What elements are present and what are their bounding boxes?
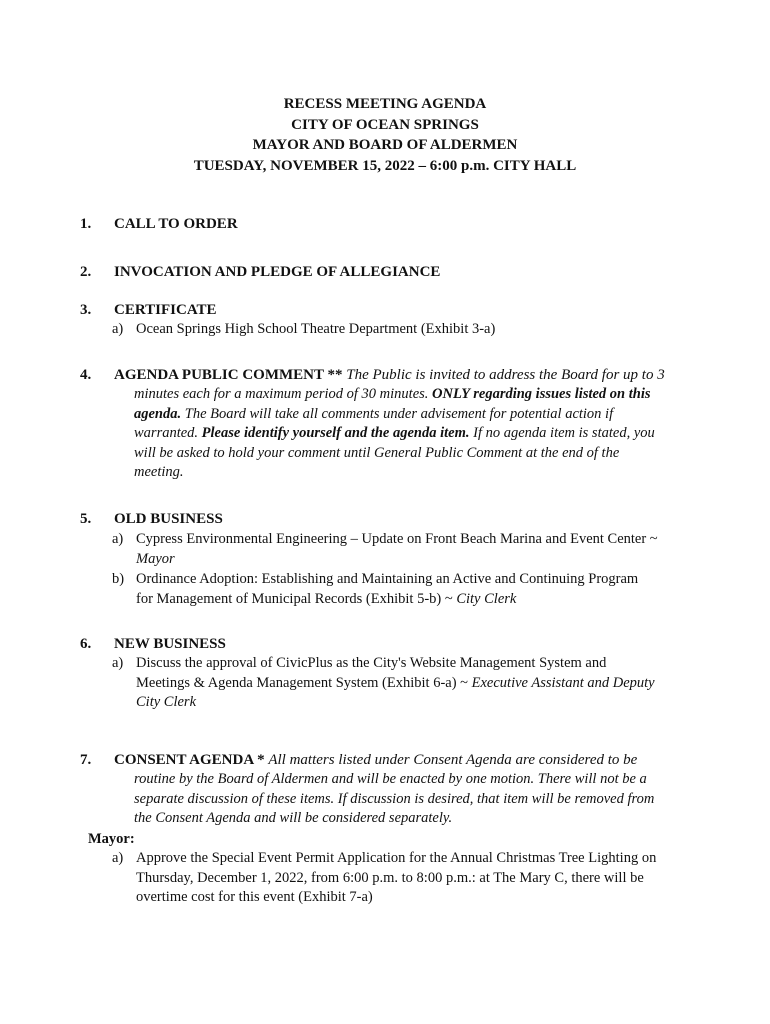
section-title: INVOCATION AND PLEDGE OF ALLEGIANCE: [114, 264, 441, 280]
header-title: RECESS MEETING AGENDA: [283, 96, 487, 112]
item-text: overtime cost for this event (Exhibit 7-a): [136, 889, 373, 905]
description-emphasis: ONLY regarding issues listed on this: [432, 386, 651, 402]
item-text: Thursday, December 1, 2022, from 6:00 p.m. to 8:00 p.m.: at The Mary C, there will be: [136, 869, 644, 886]
item-letter: a): [112, 531, 124, 547]
section-title: AGENDA PUBLIC COMMENT **: [114, 367, 343, 383]
item-letter: a): [112, 850, 124, 866]
item-presenter: Executive Assistant and Deputy: [471, 674, 655, 691]
description-text: The Board will take all comments under advisement for potential action if: [184, 405, 614, 422]
item-presenter: City Clerk: [136, 694, 197, 710]
section-number: 6.: [80, 636, 92, 652]
header-city: CITY OF OCEAN SPRINGS: [291, 116, 479, 133]
description-emphasis: Please identify yourself and the agenda item.: [201, 425, 470, 441]
item-text: Meetings & Agenda Management System (Exhibit 6-a) ~: [136, 674, 469, 691]
section-number: 5.: [80, 511, 92, 527]
description-text: minutes each for a maximum period of 30 minutes.: [134, 386, 429, 402]
section-number: 1.: [80, 216, 92, 232]
section-title: CERTIFICATE: [114, 302, 217, 318]
header-board: MAYOR AND BOARD OF ALDERMEN: [252, 137, 518, 153]
description-text: the Consent Agenda and will be considered separately.: [134, 810, 453, 826]
item-presenter: City Clerk: [456, 590, 517, 607]
item-text: Ordinance Adoption: Establishing and Maintaining an Active and Continuing Program: [136, 571, 639, 587]
item-text: Ocean Springs High School Theatre Department (Exhibit 3-a): [136, 321, 496, 337]
subsection-label: Mayor:: [88, 831, 135, 847]
section-intro: All matters listed under Consent Agenda are considered to be: [268, 752, 638, 768]
item-text: Approve the Special Event Permit Application for the Annual Christmas Tree Lighting on: [136, 850, 657, 866]
description-text: meeting.: [134, 464, 184, 480]
section-description: [134, 770, 694, 829]
item-text: for Management of Municipal Records (Exhibit 5-b) ~: [136, 590, 453, 607]
item-presenter: Mayor: [136, 550, 175, 567]
section-number: 7.: [80, 752, 92, 768]
description-text: separate discussion of these items. If discussion is desired, that item will be removed from: [134, 790, 655, 807]
section-number: 3.: [80, 302, 92, 318]
section-title: NEW BUSINESS: [114, 636, 226, 652]
item-letter: b): [112, 571, 125, 587]
description-emphasis: agenda.: [134, 405, 182, 422]
section-title: CONSENT AGENDA *: [114, 752, 265, 768]
section-number: 2.: [80, 264, 92, 280]
item-text: Discuss the approval of CivicPlus as the City's Website Management System and: [136, 655, 607, 671]
item-text: Cypress Environmental Engineering – Update on Front Beach Marina and Event Center ~: [136, 531, 658, 547]
section-description: [134, 385, 694, 483]
section-intro: The Public is invited to address the Board for up to 3: [346, 367, 665, 383]
description-text: routine by the Board of Aldermen and will be enacted by one motion. There will not be a: [134, 771, 647, 787]
section-title: CALL TO ORDER: [114, 216, 238, 232]
header-date: TUESDAY, NOVEMBER 15, 2022 – 6:00 p.m. CITY HALL: [193, 157, 577, 174]
description-text: warranted.: [134, 425, 199, 441]
item-letter: a): [112, 655, 124, 671]
section-title: OLD BUSINESS: [114, 511, 223, 527]
description-text: If no agenda item is stated, you: [473, 425, 655, 441]
description-text: will be asked to hold your comment until General Public Comment at the end of the: [134, 444, 620, 461]
agenda-header: [0, 94, 770, 176]
item-letter: a): [112, 321, 124, 337]
section-number: 4.: [80, 367, 92, 383]
